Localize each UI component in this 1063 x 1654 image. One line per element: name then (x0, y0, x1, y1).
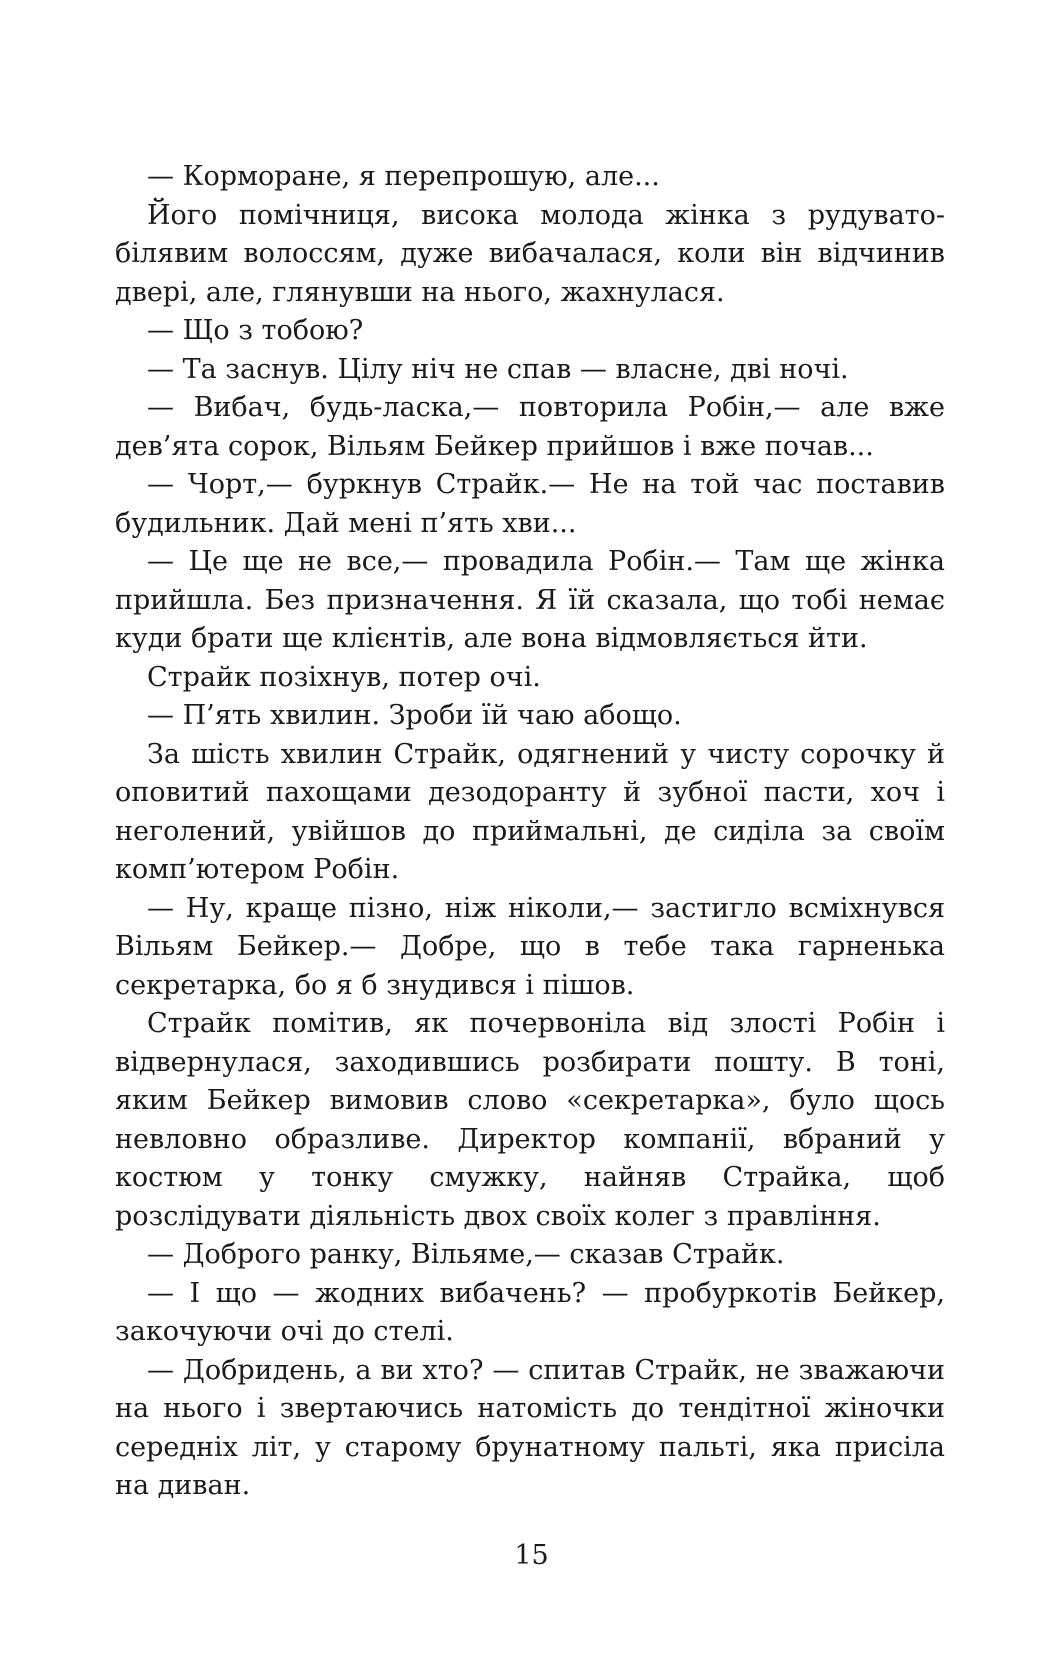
body-text (115, 158, 945, 1506)
paragraph: — П’ять хвилин. Зроби їй чаю абощо. (147, 700, 682, 731)
paragraph: — І що — жодних вибачень? — пробуркотів Бейкер, закочуючи очі до стелі. (115, 1277, 945, 1347)
paragraph: За шість хвилин Страйк, одягнений у чисту сорочку й оповитий пахощами дезодоранту й зубної пасти, хоч і неголений, увійшов до приймальні, де сиділа за своїм комп’ютером Робін. (115, 738, 945, 885)
paragraph: — Це ще не все,— провадила Робін.— Там ще жінка прийшла. Без призначення. Я їй сказала, що тобі немає куди брати ще клієнтів, але вона відмовляється йти. (115, 546, 945, 654)
paragraph: — Ну, краще пізно, ніж ніколи,— застигло всміхнувся Вільям Бейкер.— Добре, що в тебе така гарненька секретарка, бо я б знудився і пішов. (115, 892, 945, 1001)
paragraph: Страйк помітив, як почервоніла від злості Робін і відвернулася, заходившись розбирати пошту. В тоні, яким Бейкер вимовив слово «секретарка», було щось невловно образливе. Директор компанії, вбраний у костюм у тонку смужку, найняв Страйка, щоб розслідувати діяльність двох своїх колег з правління. (115, 1008, 945, 1232)
paragraph: — Корморане, я перепрошую, але... (147, 161, 660, 192)
paragraph: Страйк позіхнув, потер очі. (147, 661, 541, 693)
paragraph: — Що з тобою? (147, 315, 364, 346)
paragraph: — Добридень, а ви хто? — спитав Страйк, не зважаючи на нього і звертаючись натомість до тендітної жіночки середніх літ, у старому брунатному пальті, яка присіла на диван. (115, 1354, 945, 1501)
paragraph: Його помічниця, висока молода жінка з рудувато-білявим волоссям, дуже вибачалася, коли він відчинив двері, але, глянувши на нього, жахнулася. (115, 199, 945, 308)
page-number: 15 (514, 1540, 549, 1571)
paragraph: — Вибач, будь-ласка,— повторила Робін,— але вже дев’ята сорок, Вільям Бейкер прийшов і вже почав... (115, 392, 945, 462)
paragraph: — Доброго ранку, Вільяме,— сказав Страйк. (147, 1239, 785, 1270)
paragraph: — Чорт,— буркнув Страйк.— Не на той час поставив будильник. Дай мені п’ять хви... (115, 469, 945, 539)
paragraph: — Та заснув. Цілу ніч не спав — власне, дві ночі. (147, 353, 849, 385)
